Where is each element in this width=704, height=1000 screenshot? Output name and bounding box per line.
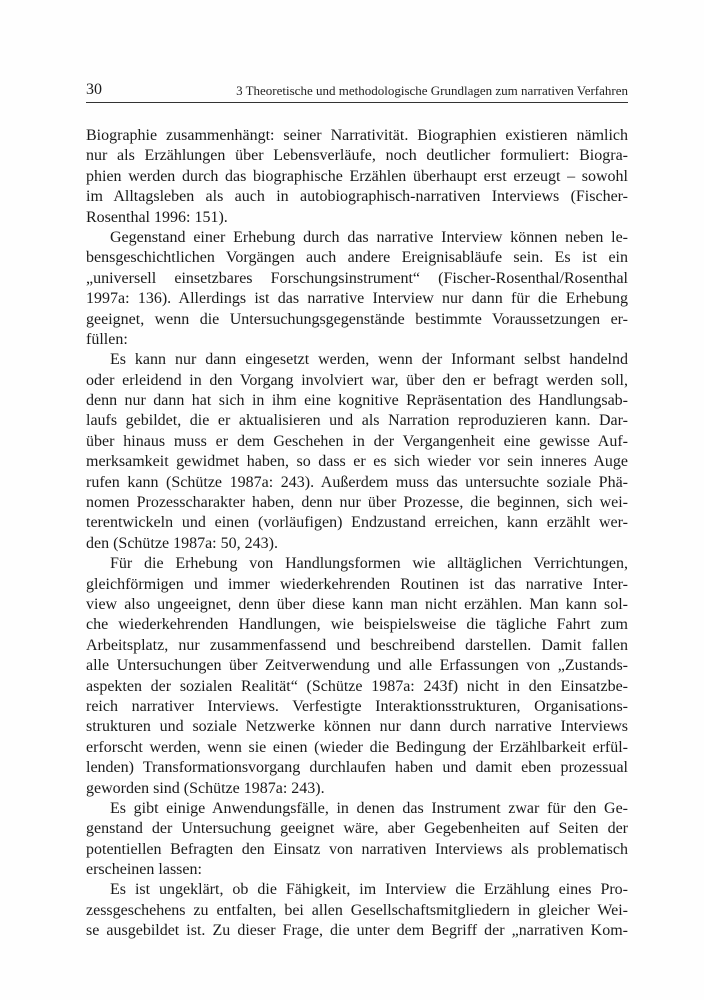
text-line: aspekten der sozialen Realität“ (Schütze 1987a: 243f) nicht in den Einsatzbe-	[86, 677, 628, 695]
text-line: füllen:	[86, 330, 128, 348]
text-line: Für die Erhebung von Handlungsformen wie alltäglichen Verrichtungen,	[110, 555, 628, 573]
text-line: lenden) Transformationsvorgang durchlaufen haben und damit eben prozessual	[86, 759, 628, 777]
text-line: nur als Erzählungen über Lebensverläufe, noch deutlicher formuliert: Biogra-	[86, 147, 628, 165]
text-line: Es gibt einige Anwendungsfälle, in denen das Instrument zwar für den Ge-	[110, 799, 628, 817]
text-line: zessgeschehens zu entfalten, bei allen Gesellschaftsmitgliedern in gleicher Wei-	[86, 901, 628, 919]
running-header	[86, 80, 628, 103]
text-line: über hinaus muss er dem Geschehen in der Vergangenheit eine gewisse Auf-	[86, 432, 628, 450]
text-line: Arbeitsplatz, nur zusammenfassend und beschreibend darstellen. Damit fallen	[86, 636, 628, 654]
text-line: laufs gebildet, die er aktualisieren und als Narration reproduzieren kann. Dar-	[86, 412, 628, 430]
text-line: den (Schütze 1987a: 50, 243).	[86, 534, 278, 552]
page-number: 30	[86, 81, 102, 98]
text-line: im Alltagsleben als auch in autobiographisch-narrativen Interviews (Fischer-	[86, 188, 628, 206]
text-line: potentiellen Befragten den Einsatz von narrativen Interviews als problematisch	[86, 840, 628, 858]
text-line: merksamkeit gewidmet haben, so dass er es sich wieder vor sein inneres Auge	[86, 453, 628, 471]
text-line: view also ungeeignet, denn über diese kann man nicht erzählen. Man kann sol-	[86, 595, 628, 613]
text-line: Es ist ungeklärt, ob die Fähigkeit, im Interview die Erzählung eines Pro-	[110, 881, 628, 899]
text-line: 1997a: 136). Allerdings ist das narrative Interview nur dann für die Erhebung	[86, 290, 628, 308]
text-line: phien werden durch das biographische Erzählen überhaupt erst erzeugt – sowohl	[86, 167, 628, 185]
text-line: che wiederkehrenden Handlungen, wie beispielsweise die tägliche Fahrt zum	[86, 616, 628, 634]
text-line: nomen Prozesscharakter haben, denn nur über Prozesse, die beginnen, sich wei-	[86, 494, 628, 512]
chapter-title: 3 Theoretische und methodologische Grundlagen zum narrativen Verfahren	[236, 83, 628, 98]
text-line: erforscht werden, wenn sie einen (wieder die Bedingung der Erzählbarkeit erfül-	[86, 738, 628, 756]
text-line: oder erleidend in den Vorgang involviert war, über den er befragt werden soll,	[86, 371, 628, 389]
text-line: Es kann nur dann eingesetzt werden, wenn der Informant selbst handelnd	[110, 351, 628, 369]
text-line: Gegenstand einer Erhebung durch das narrative Interview können neben le-	[110, 228, 628, 246]
text-line: erscheinen lassen:	[86, 861, 202, 879]
text-line: bensgeschichtlichen Vorgängen auch andere Ereignisabläufe sein. Es ist ein	[86, 249, 628, 267]
body-text	[86, 126, 628, 942]
text-line: strukturen und soziale Netzwerke können nur dann durch narrative Interviews	[86, 718, 628, 736]
text-line: se ausgebildet ist. Zu dieser Frage, die unter dem Begriff der „narrativen Kom-	[86, 922, 628, 940]
text-line: „universell einsetzbares Forschungsinstrument“ (Fischer-Rosenthal/Rosenthal	[86, 269, 628, 287]
text-line: denn nur dann hat sich in ihm eine kognitive Repräsentation des Handlungsab-	[86, 392, 628, 410]
text-line: gleichförmigen und immer wiederkehrenden Routinen ist das narrative Inter-	[86, 575, 628, 593]
text-line: Biographie zusammenhängt: seiner Narrativität. Biographien existieren nämlich	[86, 127, 628, 144]
text-line: reich narrativer Interviews. Verfestigte Interaktionsstrukturen, Organisations-	[86, 697, 628, 715]
text-line: geeignet, wenn die Untersuchungsgegenstände bestimmte Voraussetzungen er-	[86, 310, 628, 328]
text-line: rufen kann (Schütze 1987a: 243). Außerdem muss das untersuchte soziale Phä-	[86, 473, 628, 491]
text-line: alle Untersuchungen über Zeitverwendung und alle Erfassungen von „Zustands-	[86, 657, 628, 675]
text-line: geworden sind (Schütze 1987a: 243).	[86, 779, 325, 797]
text-line: terentwickeln und einen (vorläufigen) Endzustand erreichen, kann erzählt wer-	[86, 514, 628, 532]
text-line: Rosenthal 1996: 151).	[86, 208, 228, 226]
text-line: genstand der Untersuchung geeignet wäre, aber Gegebenheiten auf Seiten der	[86, 820, 628, 838]
